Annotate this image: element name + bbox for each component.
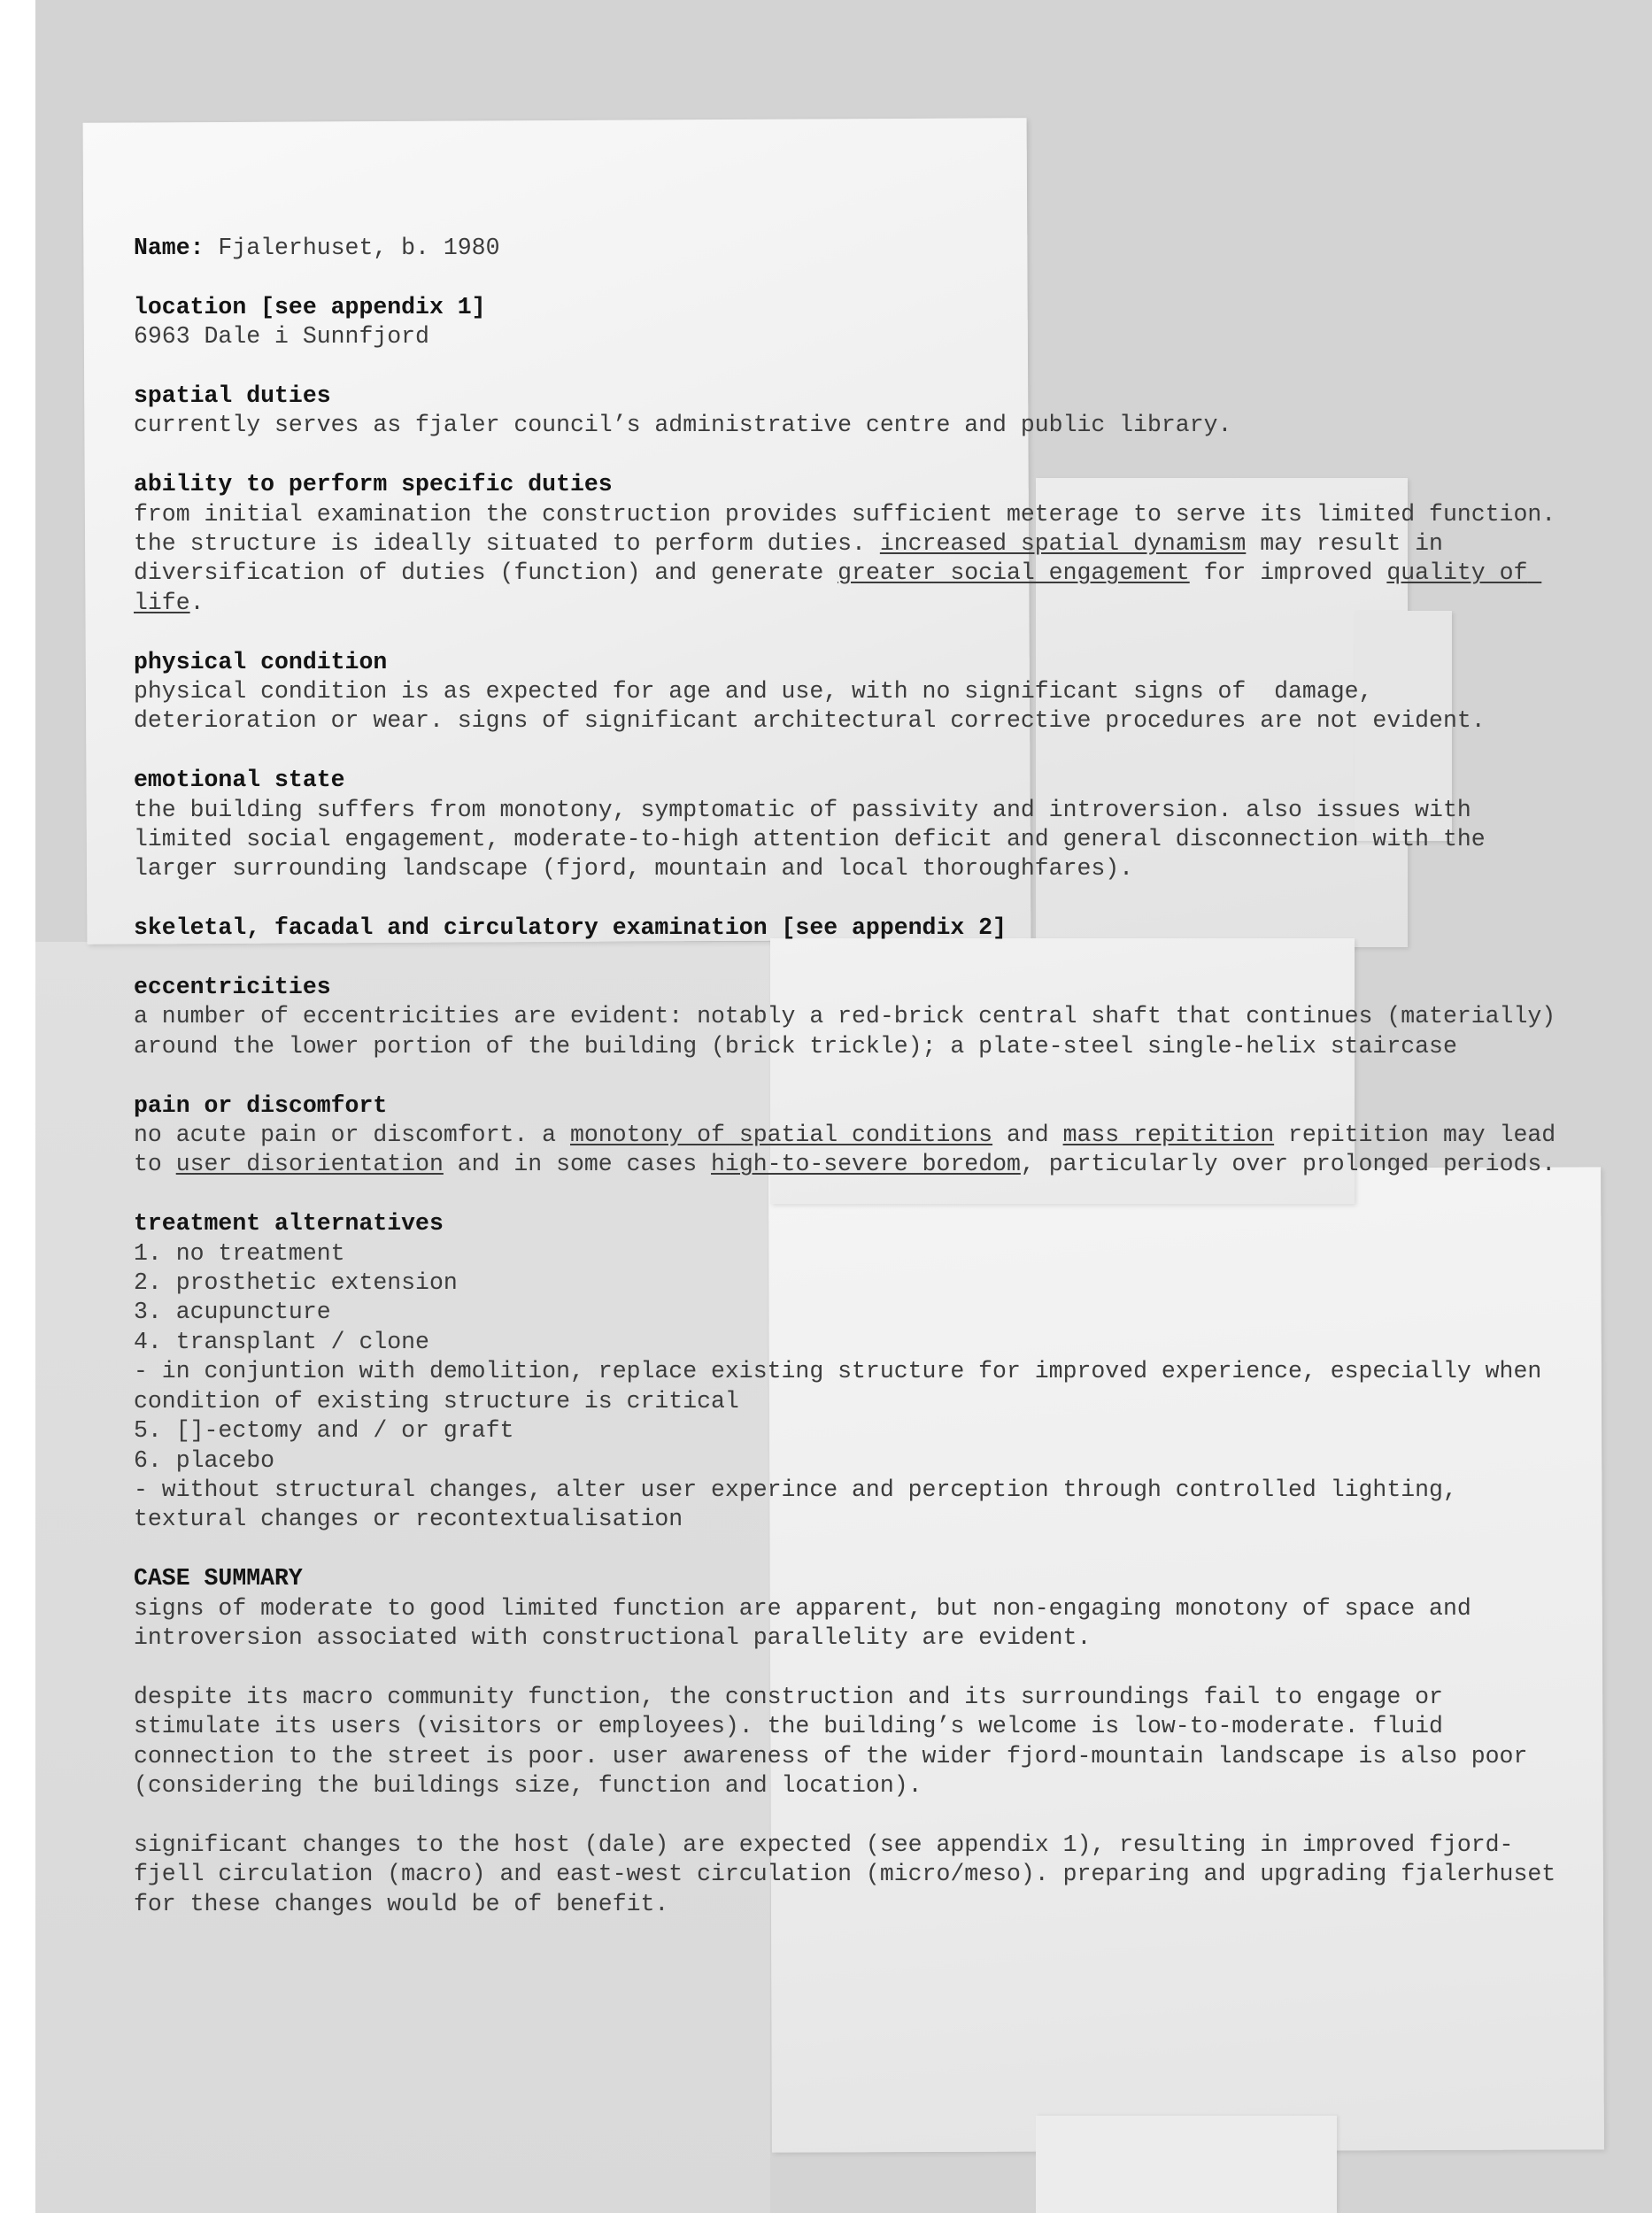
physical-heading: physical condition — [134, 648, 388, 675]
summary-paragraph-2-block — [134, 1683, 1568, 1801]
treatment-item: 6. placebo — [134, 1446, 275, 1474]
treatment-item: 4. transplant / clone — [134, 1328, 429, 1355]
case-report — [134, 234, 1571, 1948]
ability-text-1: from initial examination the construction provides sufficient meterage to serve its limited function. — [134, 500, 1556, 528]
pain-section — [134, 1091, 1571, 1180]
skeletal-section — [134, 914, 1568, 943]
summary-heading: CASE SUMMARY — [134, 1565, 303, 1592]
treatment-heading: treatment alternatives — [134, 1210, 444, 1238]
summary-paragraph-2: despite its macro community function, the construction and its surroundings fail to engage or stimulate its users (visitors or employees). the building’s welcome is low-to-moderate. fluid connection to the street is poor. user awareness of the wider fjord-mountain landscape is also poor (considering the buildings size, function and location). — [134, 1683, 1542, 1799]
name-label: Name: — [134, 235, 205, 261]
pain-heading: pain or discomfort — [134, 1091, 388, 1119]
location-section — [134, 293, 1568, 352]
underlined-phrase: high-to-severe boredom — [711, 1151, 1021, 1178]
ability-heading: ability to perform specific duties — [134, 471, 613, 498]
skeletal-heading: skeletal, facadal and circulatory examination [see appendix 2] — [134, 914, 1007, 942]
pain-text: no acute pain or discomfort. a monotony of spatial conditions and mass repitition repitition may lead to user disorientation and in some cases high-to-severe boredom, particularly over prolonged periods. — [134, 1122, 1571, 1178]
spatial-duties-text: currently serves as fjaler council’s administrative centre and public library. — [134, 412, 1232, 439]
summary-paragraph-1: signs of moderate to good limited function are apparent, but non-engaging monotony of space and introversion associated with constructional parallelity are evident. — [134, 1594, 1486, 1651]
eccentricities-section — [134, 973, 1571, 1061]
name-section — [134, 234, 1568, 263]
spatial-duties-heading: spatial duties — [134, 382, 331, 409]
summary-section — [134, 1564, 1568, 1653]
treatment-item: 1. no treatment — [134, 1239, 345, 1267]
eccentricities-heading: eccentricities — [134, 974, 331, 1001]
treatment-item: 2. prosthetic extension — [134, 1269, 458, 1297]
paper-block-bottom-tab — [1036, 2116, 1337, 2213]
summary-paragraph-3: significant changes to the host (dale) are expected (see appendix 1), resulting in improved fjord-fjell circulation (macro) and east-west circulation (micro/meso). preparing and upgrading fjalerhuset for these changes would be of benefit. — [134, 1831, 1571, 1917]
underlined-phrase: monotony of spatial conditions — [569, 1122, 993, 1149]
treatment-item: 5. []-ectomy and / or graft — [134, 1417, 514, 1445]
ability-text-2: the structure is ideally situated to perform duties. increased spatial dynamism may result in diversification of duties (function) and generate greater social engagement for improved quality of life. — [134, 530, 1542, 616]
summary-paragraph-3-block — [134, 1831, 1571, 1919]
emotional-text: the building suffers from monotony, symptomatic of passivity and introversion. also issues with limited social engagement, moderate-to-high attention deficit and general disconnection with the larger surrounding landscape (fjord, mountain and local thoroughfares). — [134, 796, 1500, 883]
location-text: 6963 Dale i Sunnfjord — [134, 323, 429, 351]
physical-text: physical condition is as expected for age and use, with no significant signs of damage, deterioration or wear. signs of significant architectural corrective procedures are not evident. — [134, 678, 1486, 735]
physical-section — [134, 648, 1568, 736]
treatment-item: 3. acupuncture — [134, 1299, 331, 1326]
eccentricities-text: a number of eccentricities are evident: notably a red-brick central shaft that continues (materially) around the lower portion of the building (brick trickle); a plate-steel single-helix staircase — [134, 1003, 1571, 1060]
underlined-phrase: increased spatial dynamism — [879, 530, 1247, 558]
treatment-section — [134, 1209, 1568, 1534]
underlined-phrase: greater social engagement — [838, 559, 1190, 587]
underlined-phrase: user disorientation — [175, 1151, 444, 1178]
underlined-phrase: mass repitition — [1062, 1122, 1275, 1149]
treatment-item-note: - in conjuntion with demolition, replace existing structure for improved experience, especially when condition of existing structure is critical — [134, 1358, 1556, 1415]
left-white-strip — [0, 0, 35, 2213]
underlined-phrase: quality of life — [134, 559, 1542, 616]
emotional-section — [134, 766, 1568, 884]
location-heading: location [see appendix 1] — [134, 293, 486, 320]
treatment-item-note: - without structural changes, alter user experince and perception through controlled lighting, textural changes or recontextualisation — [134, 1476, 1471, 1533]
emotional-heading: emotional state — [134, 767, 345, 794]
spatial-duties-section — [134, 382, 1568, 441]
name-value: Fjalerhuset, b. 1980 — [204, 235, 500, 261]
ability-section — [134, 470, 1568, 618]
